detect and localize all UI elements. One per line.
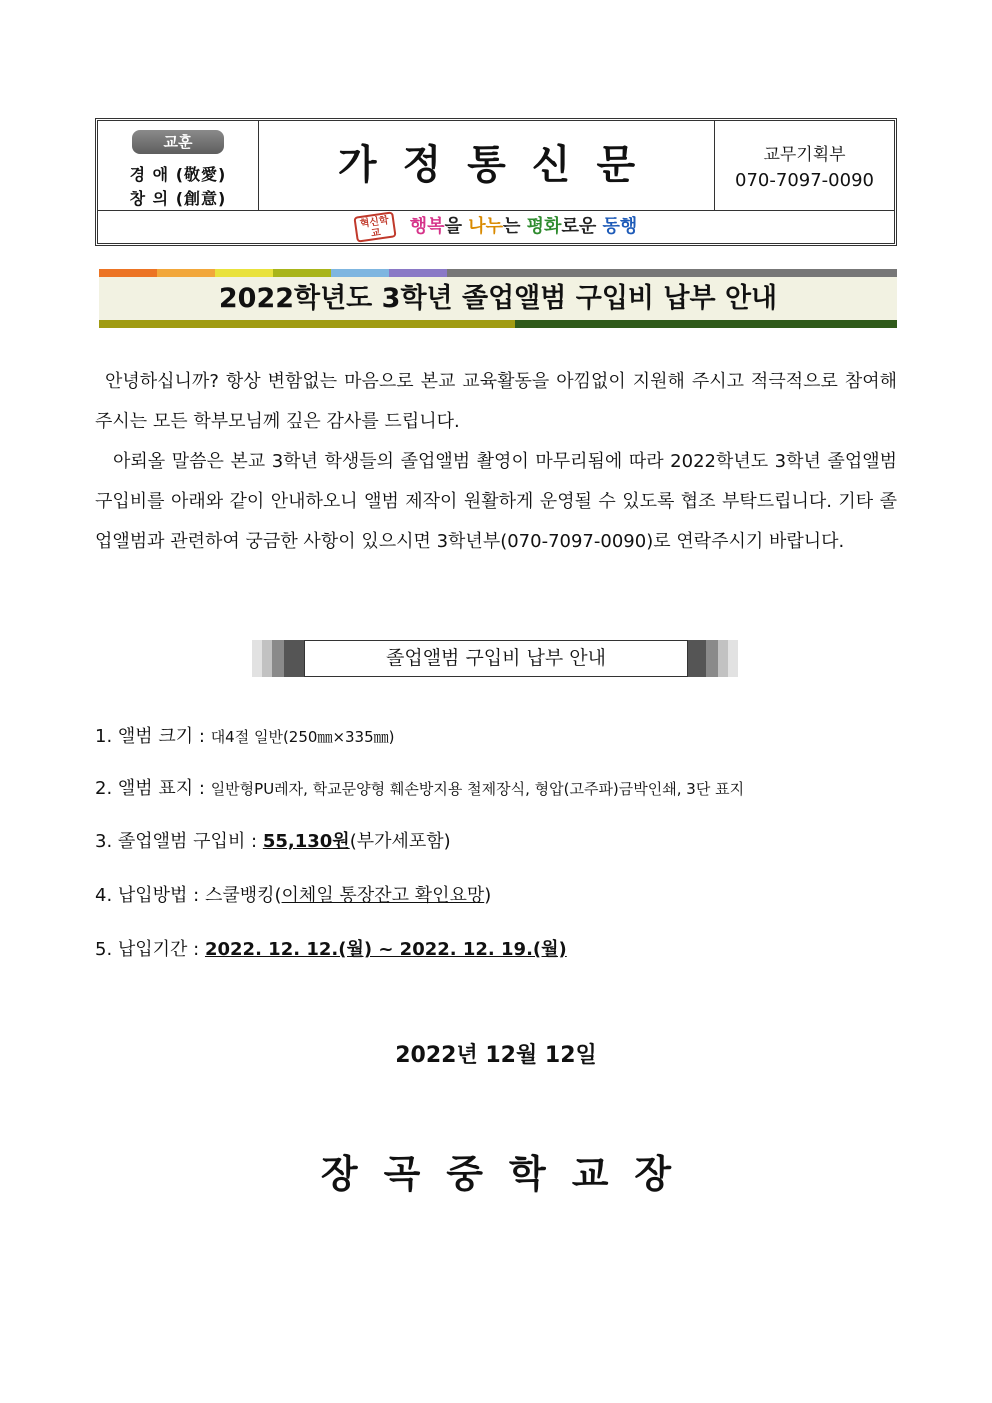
item-label: 2. 앨범 표지 :: [95, 778, 211, 799]
stripe-segment: [331, 269, 389, 277]
slogan-word: 나누: [468, 216, 504, 237]
item-label: 1. 앨범 크기 :: [95, 726, 211, 747]
item-label: 5. 납입기간 :: [95, 939, 205, 960]
issue-date: 2022년 12월 12일: [395, 1043, 597, 1068]
decor-stripe: [272, 640, 284, 677]
item-value: 55,130원: [262, 831, 350, 852]
section-title-box: [252, 640, 738, 677]
item-value: 대4절 일반(250㎜×335㎜): [210, 728, 395, 746]
notice-paragraph: 아뢰올 말씀은 본교 3학년 학생들의 졸업앨범 촬영이 마무리됨에 따라 2022학년도 3학년 졸업앨범 구입비를 아래와 같이 안내하오니 앨범 제작이 원활하게 운영될 수 있도록 협조 부탁드립니다. 기타 졸업앨범과 관련하여 궁금한 사항이 있으시면 3학년부(070-7097-0090)로 연락주시기 바랍니다.: [95, 451, 897, 552]
stripe-segment: [389, 269, 447, 277]
department-phone: 070-7097-0090: [735, 170, 874, 191]
motto-cell: [98, 121, 259, 210]
notice-title: 2022학년도 3학년 졸업앨범 구입비 납부 안내: [218, 283, 778, 314]
item-label: 4. 납입방법 :: [95, 885, 205, 906]
item-label: 3. 졸업앨범 구입비 :: [95, 831, 263, 852]
contact-cell: [714, 121, 894, 210]
newsletter-title: 가정통신문: [337, 142, 662, 188]
notice-title-banner: [99, 269, 897, 329]
decor-stripe: [284, 640, 304, 677]
slogan-row: [98, 210, 894, 243]
item-suffix: (부가세포함): [349, 831, 451, 852]
info-item-price: [95, 827, 451, 853]
stripe-segment: [157, 269, 215, 277]
motto-line-2: 창 의 (創意): [129, 189, 227, 208]
banner-bottom-stripe: [99, 320, 897, 328]
slogan-word: 동행: [602, 216, 638, 237]
header-top-row: [98, 121, 894, 211]
info-item-album-size: [95, 722, 395, 748]
item-value: 일반형PU레자, 학교문양형 훼손방지용 철제장식, 형압(고주파)금박인쇄, 3단 표지: [210, 780, 745, 798]
slogan-word: 는: [503, 216, 527, 237]
decor-stripe: [262, 640, 272, 677]
decor-stripe: [686, 640, 706, 677]
info-item-payment-period: [95, 935, 567, 961]
banner-top-stripe: [99, 269, 897, 277]
slogan-word: 로운: [561, 216, 603, 237]
stripe-segment: [99, 320, 515, 328]
department-name: 교무기획부: [763, 145, 846, 165]
item-value: 이체일 통장잔고 확인요망: [281, 885, 485, 906]
motto-line-1: 경 애 (敬愛): [129, 165, 227, 184]
item-value: 2022. 12. 12.(월) ~ 2022. 12. 19.(월): [204, 939, 567, 960]
stripe-segment: [515, 320, 897, 328]
decor-stripe: [718, 640, 728, 677]
decor-stripe: [706, 640, 718, 677]
principal-signature: 장곡중학교장: [320, 1152, 698, 1196]
info-item-payment-method: [95, 881, 491, 907]
slogan-word: 행복: [409, 216, 445, 237]
section-title: 졸업앨범 구입비 납부 안내: [304, 640, 688, 677]
greeting-paragraph: 안녕하십니까? 항상 변함없는 마음으로 본교 교육활동을 아낌없이 지원해 주시고 적극적으로 참여해 주시는 모든 학부모님께 깊은 감사를 드립니다.: [95, 371, 897, 432]
stripe-segment: [215, 269, 273, 277]
newsletter-header: [95, 118, 897, 246]
decor-stripe: [728, 640, 738, 677]
slogan-word: 을: [444, 216, 469, 237]
decor-stripe: [252, 640, 262, 677]
motto-badge: 교훈: [132, 130, 224, 154]
slogan-word: 평화: [526, 216, 562, 237]
item-prefix: 스쿨뱅킹(: [204, 885, 282, 906]
stripe-segment: [273, 269, 331, 277]
school-slogan: [410, 210, 637, 243]
item-suffix: ): [484, 885, 492, 906]
innovation-school-stamp: 혁신학교: [353, 211, 396, 242]
info-item-album-cover: [95, 774, 744, 800]
stripe-segment: [99, 269, 157, 277]
stripe-segment: [447, 269, 897, 277]
